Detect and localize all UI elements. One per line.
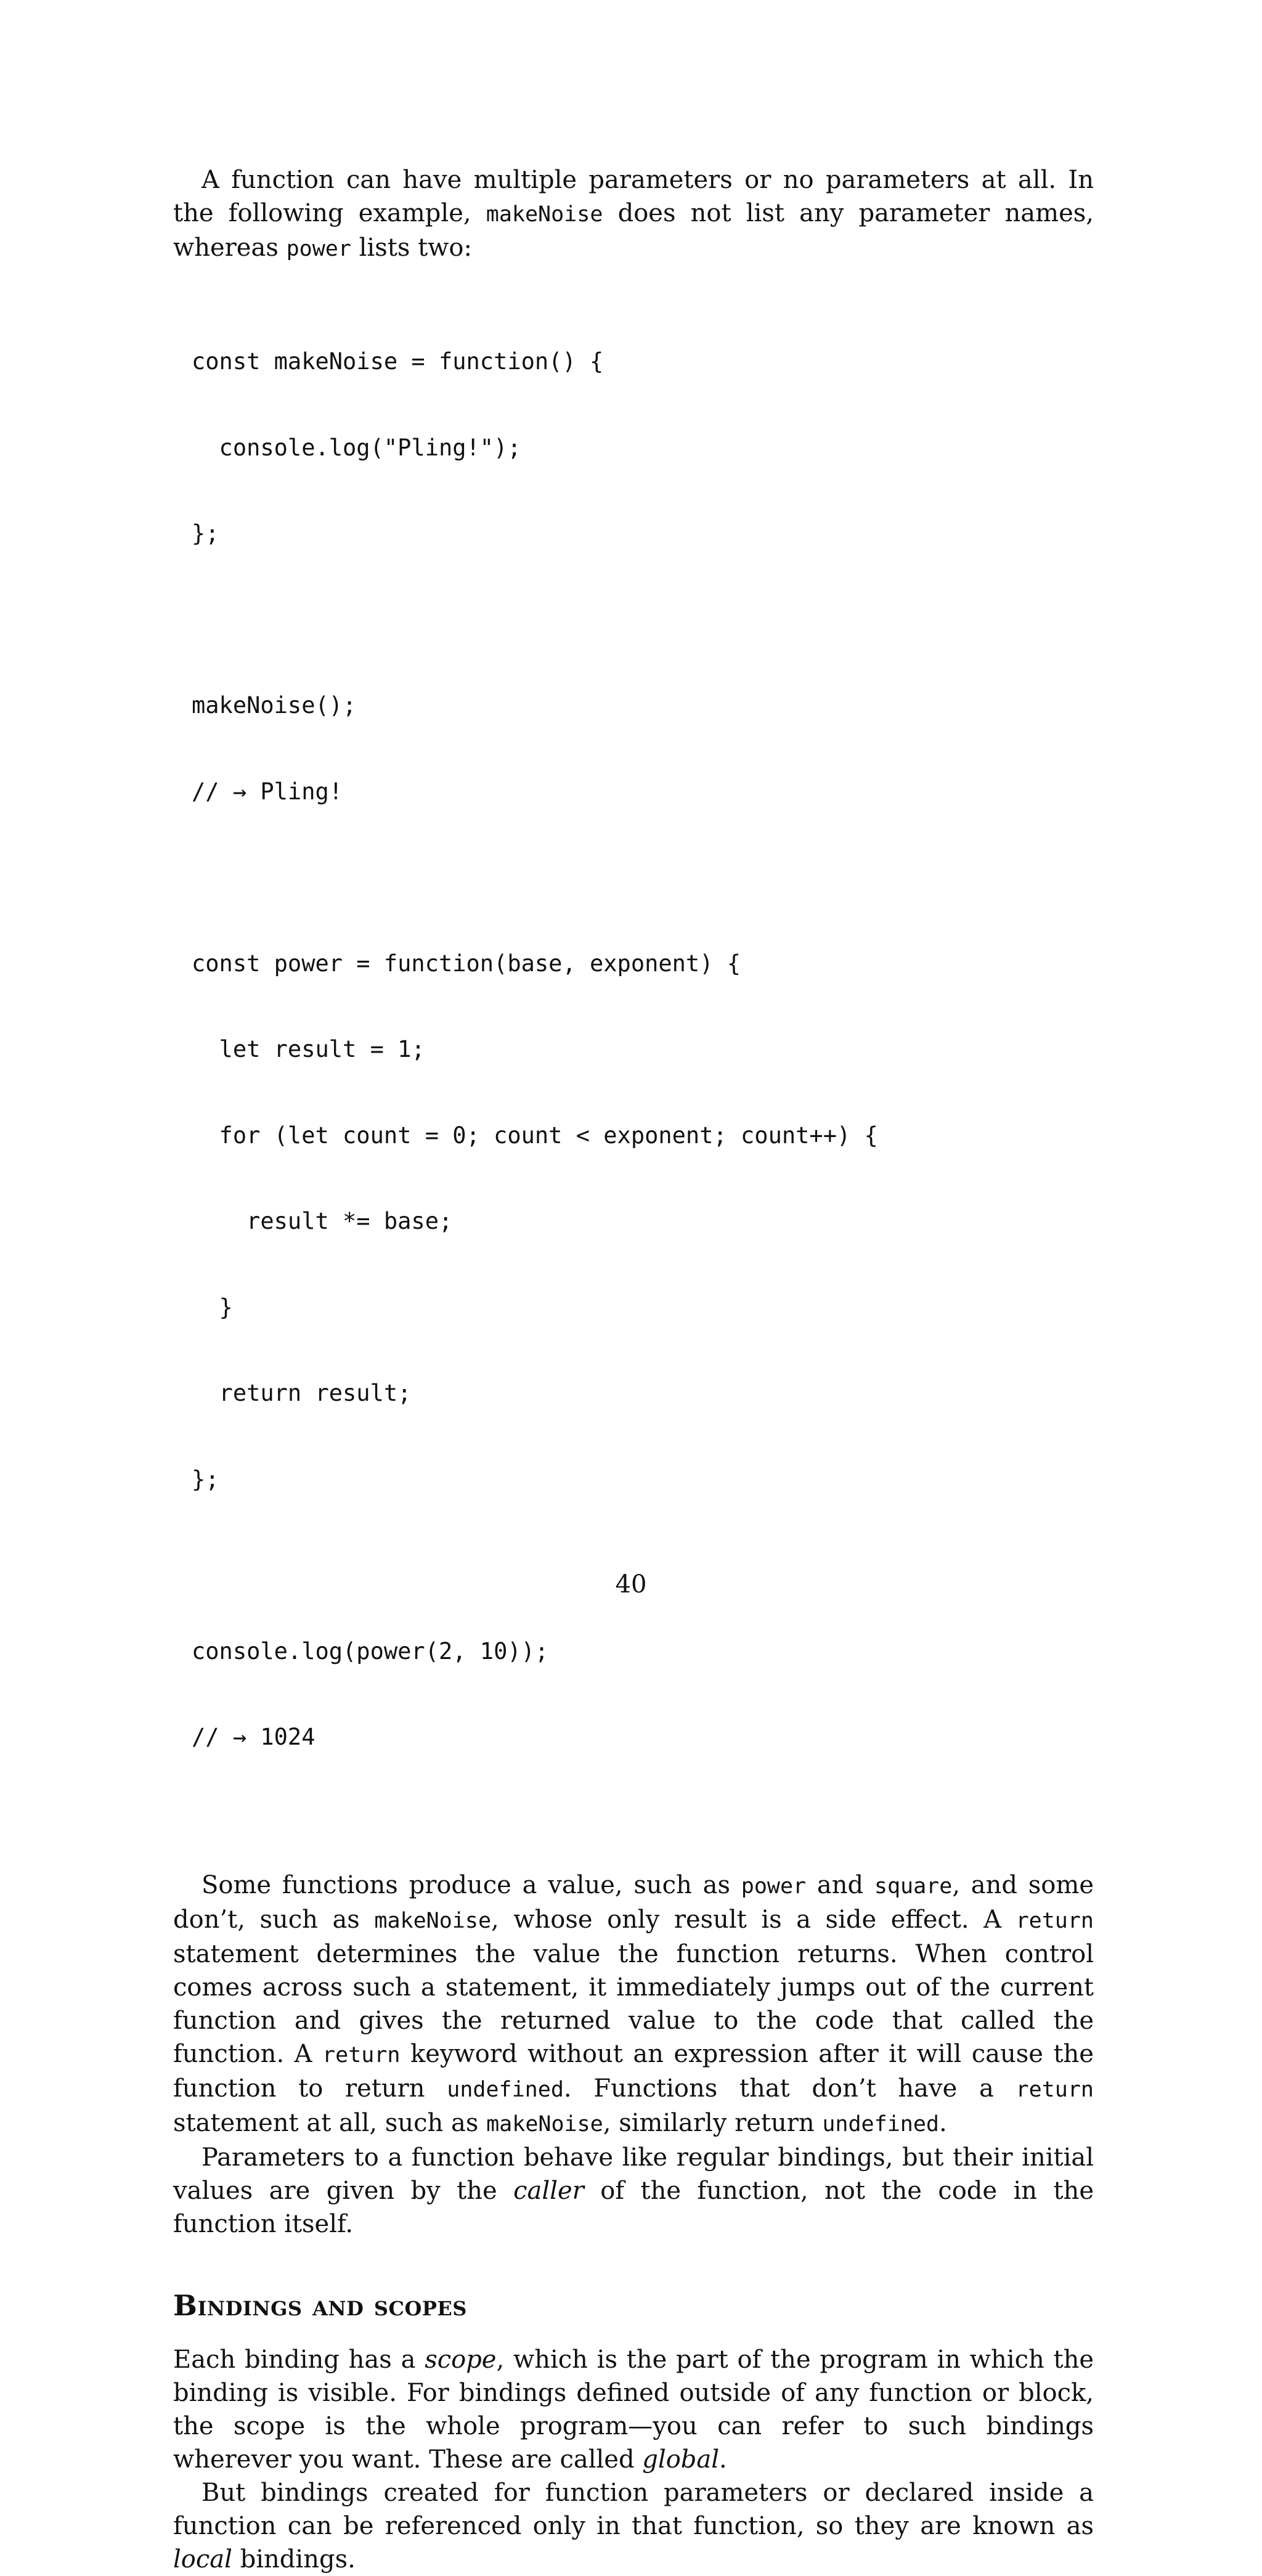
text-span: and [806, 1870, 874, 1899]
local-bindings-paragraph [173, 2476, 1094, 2576]
text-span: lists two: [351, 234, 472, 262]
inline-code: return [1016, 2077, 1094, 2102]
inline-code: return [1016, 1908, 1094, 1933]
text-span: A function can have multiple parameters or no parameters at all. In the following example, [173, 166, 1094, 227]
document-page [173, 163, 1094, 2576]
text-span: , whose only result is a side effect. A [491, 1905, 1016, 1934]
text-span: of the function, not the code in the function itself. [173, 2176, 1094, 2238]
code-line: // → 1024 [192, 1724, 316, 1750]
text-span: statement at all, such as [173, 2108, 487, 2137]
emphasis: local [173, 2545, 232, 2574]
text-span: , and some don’t, such as [173, 1870, 1094, 1934]
text-span: , which is the part of the program in which the binding is visible. For bindings defined outside of any function or block, the scope is the whole program—you can refer to such bindings wherever you want. These are called [173, 2345, 1094, 2474]
text-span: Each binding has a [173, 2345, 425, 2374]
text-span: does not list any parameter names, whereas [173, 199, 1094, 262]
text-span: bindings. [232, 2545, 356, 2574]
code-line: }; [192, 1465, 219, 1493]
inline-code: power [741, 1873, 807, 1899]
code-line: console.log(power(2, 10)); [192, 1637, 549, 1665]
inline-code: undefined [822, 2111, 939, 2137]
text-span: Parameters to a function behave like regular bindings, but their initial values are given by the [173, 2143, 1094, 2205]
code-line: console.log("Pling!"); [192, 434, 521, 461]
emphasis: caller [513, 2176, 584, 2205]
scope-paragraph [173, 2343, 1094, 2476]
code-line: const power = function(base, exponent) { [192, 950, 741, 977]
return-values-paragraph [173, 1869, 1094, 2141]
emphasis: scope [425, 2345, 497, 2374]
inline-code: makeNoise [486, 2111, 603, 2137]
text-span: . [939, 2108, 947, 2137]
text-span: statement determines the value the function returns. When control comes across such a statement, it immediately jumps out of the current function and gives the returned value to the code that called the function. A [173, 1939, 1094, 2068]
text-span: . [719, 2445, 727, 2474]
code-line: }; [192, 520, 219, 547]
code-line [192, 863, 1094, 892]
code-line: for (let count = 0; count < exponent; count++) { [192, 1122, 878, 1149]
intro-paragraph [173, 163, 1094, 266]
inline-code: makeNoise [374, 1908, 492, 1933]
code-line: return result; [192, 1380, 412, 1406]
text-span: keyword without an expression after it will cause the function to return [173, 2039, 1094, 2103]
text-span: . Functions that don’t have a [563, 2074, 1016, 2103]
code-line: const makeNoise = function() { [192, 348, 604, 375]
text-span: , similarly return [603, 2108, 823, 2137]
emphasis: global [642, 2445, 720, 2474]
code-line [192, 606, 1094, 635]
page-number: 40 [615, 1570, 647, 1599]
inline-code: makeNoise [486, 202, 603, 227]
text-span: But bindings created for function parameters or declared inside a function can be referenced only in that function, so they are known as [173, 2478, 1094, 2540]
inline-code: square [874, 1873, 953, 1899]
parameters-paragraph [173, 2141, 1094, 2241]
code-line: // → Pling! [192, 778, 343, 805]
code-line: makeNoise(); [192, 692, 357, 719]
inline-code: power [286, 237, 351, 261]
section-heading: Bindings and scopes [173, 2288, 467, 2322]
code-line: let result = 1; [192, 1036, 425, 1062]
inline-code: undefined [447, 2077, 564, 2102]
text-span: Some functions produce a value, such as [202, 1870, 741, 1899]
code-line: result *= base; [192, 1208, 453, 1234]
inline-code: return [322, 2042, 401, 2068]
code-line: } [192, 1294, 233, 1321]
